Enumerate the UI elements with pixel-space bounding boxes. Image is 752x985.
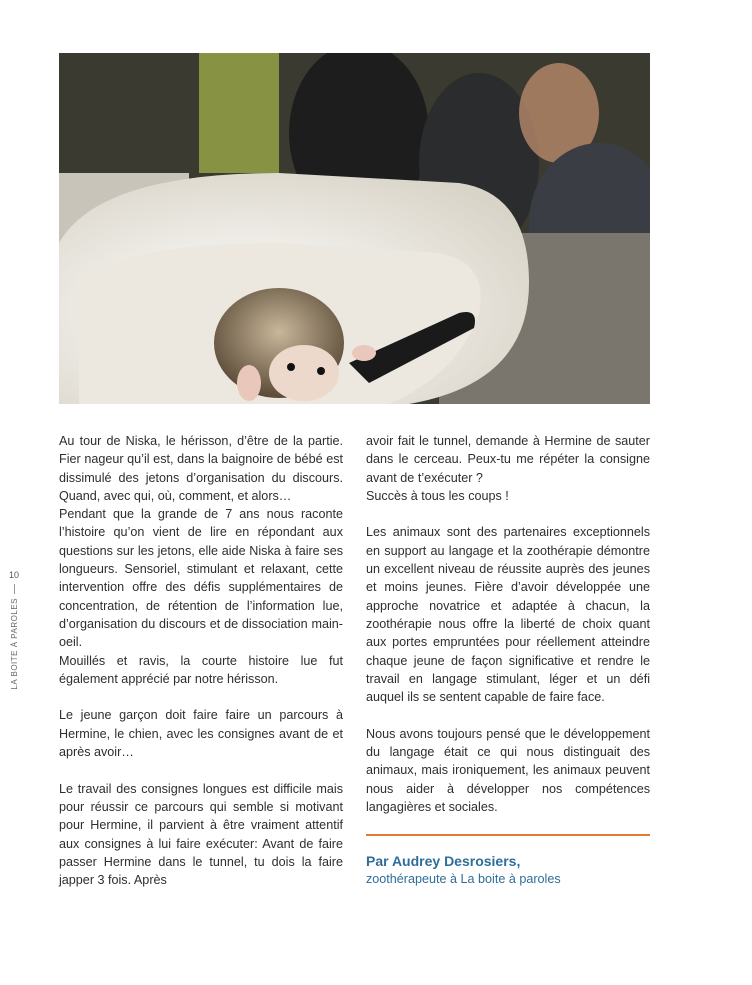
author-divider: [366, 834, 650, 836]
paragraph: Pendant que la grande de 7 ans nous raconte l’histoire qu’on vient de lire en répondant aux questions sur les jetons, elle aide Niska à faire ses longueurs. Sensoriel, stimulant et relaxant, cette intervention offre des défis supplémentaires de concentration, de rétention de l’information lue, d’organisation du discours et de dissociation main-oeil.: [59, 507, 343, 650]
paragraph: Le travail des consignes longues est difficile mais pour réussir ce parcours qui semble si motivant pour Hermine, il parvient à être vraiment attentif aux consignes à lui faire exécuter: Avant de faire passer Hermine dans le tunnel, tu dois la faire japper 3 fois. Après: [59, 781, 343, 888]
author-name: Par Audrey Desrosiers,: [366, 852, 521, 869]
sidebar-divider: [14, 584, 15, 594]
page-sidebar: [4, 570, 24, 690]
left-column: [59, 432, 343, 889]
paragraph: Au tour de Niska, le hérisson, d’être de la partie. Fier nageur qu’il est, dans la baignoire de bébé est dissimulé des jetons d’organisation du discours. Quand, avec qui, où, comment, et alors…: [59, 434, 343, 503]
photo-illustration: [59, 53, 650, 404]
publication-name: LA BOITE À PAROLES: [9, 598, 19, 690]
right-column: [366, 432, 650, 888]
paragraph: Nous avons toujours pensé que le développement du langage était ce qui nous distinguait des animaux, mais ironiquement, les animaux peuvent nous aider à développer nos compétences langagières et sociales.: [366, 726, 650, 814]
page-number: 10: [8, 570, 19, 580]
hedgehog-photo: [59, 53, 650, 404]
paragraph: Le jeune garçon doit faire faire un parcours à Hermine, le chien, avec les consignes avant de et après avoir…: [59, 708, 343, 760]
paragraph: avoir fait le tunnel, demande à Hermine de sauter dans le cerceau. Peux-tu me répéter la consigne avant de t’exécuter ?: [366, 434, 650, 485]
paragraph: Mouillés et ravis, la courte histoire lue fut également apprécié par notre hérisson.: [59, 653, 343, 686]
paragraph: Succès à tous les coups !: [366, 488, 509, 503]
paragraph: Les animaux sont des partenaires exceptionnels en support au langage et la zoothérapie démontre un excellent niveau de réussite auprès des jeunes et moins jeunes. Fière d’avoir développée une approche novatrice et adaptée à chacun, la zoothérapie nous offre la liberté de choix quant aux portes empruntées pour réellement atteindre chaque jeune de façon significative et rendre le travail en langage stimulant, léger et un défi auquel ils se sentent capable de faire face.: [366, 525, 650, 705]
author-role: zoothérapeute à La boite à paroles: [366, 871, 561, 886]
